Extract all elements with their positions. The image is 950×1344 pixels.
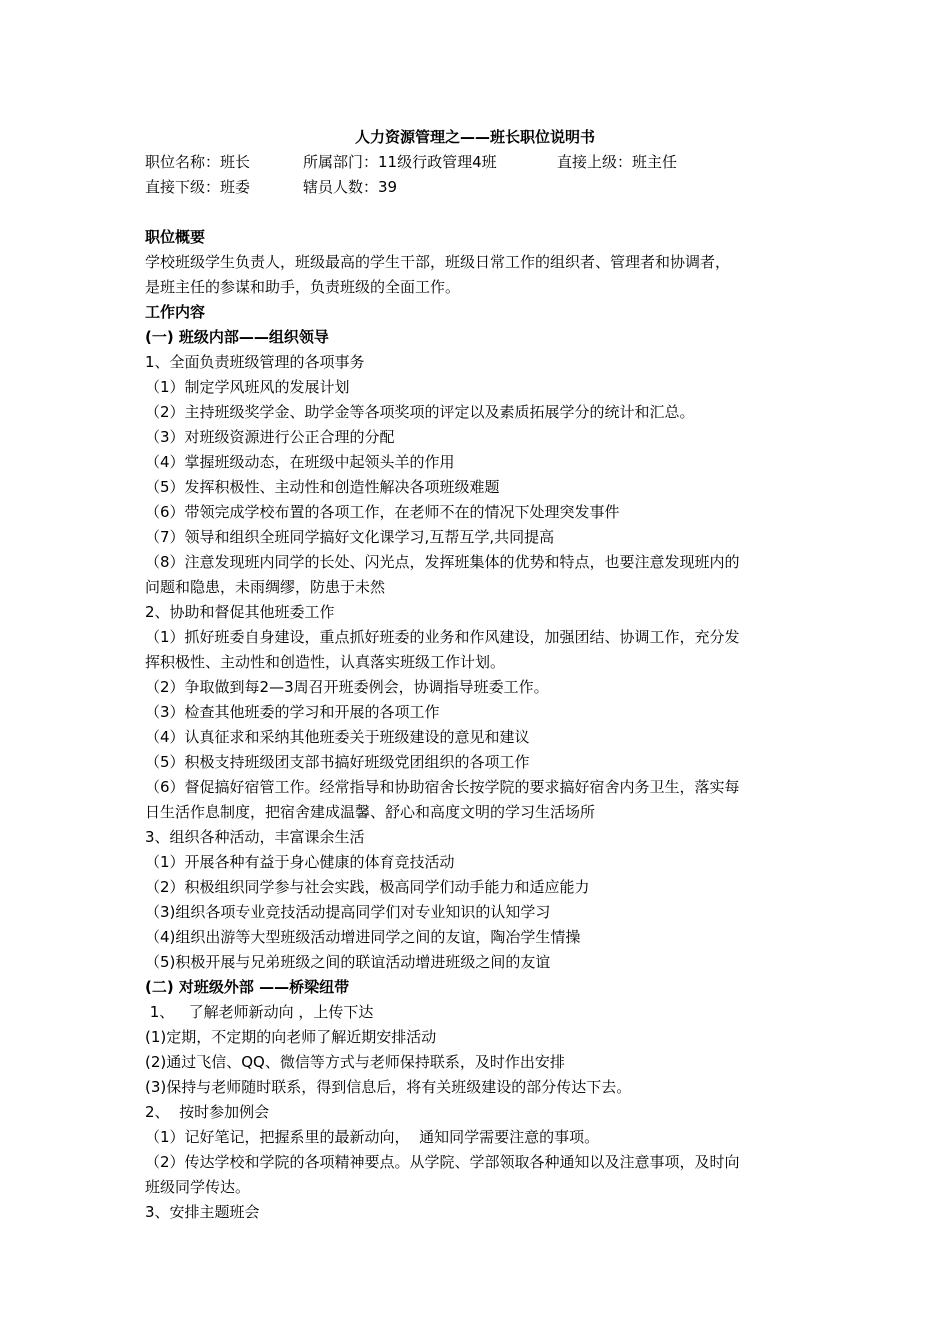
list-item: （2）争取做到每2—3周召开班委例会，协调指导班委工作。 <box>145 678 549 696</box>
list-item: （2）主持班级奖学金、助学金等各项奖项的评定以及素质拓展学分的统计和汇总。 <box>145 403 695 421</box>
meta-row-1 <box>145 150 815 175</box>
list-item: （1）记好笔记，把握系里的最新动向， 通知同学需要注意的事项。 <box>145 1128 600 1146</box>
document-title: 人力资源管理之——班长职位说明书 <box>354 128 595 146</box>
department: 所属部门：11级行政管理4班 <box>303 153 497 171</box>
list-item: （2）积极组织同学参与社会实践，极高同学们动手能力和适应能力 <box>145 878 590 896</box>
list-item: (1)定期，不定期的向老师了解近期安排活动 <box>145 1028 437 1046</box>
list-item: 班级同学传达。 <box>145 1178 251 1196</box>
list-item: （6）带领完成学校布置的各项工作，在老师不在的情况下处理突发事件 <box>145 503 620 521</box>
work-heading: 工作内容 <box>145 303 206 321</box>
list-item: (2)通过飞信、QQ、微信等方式与老师保持联系，及时作出安排 <box>145 1053 565 1071</box>
list-item: （3）对班级资源进行公正合理的分配 <box>145 428 395 446</box>
section-heading-internal: (一) 班级内部——组织领导 <box>145 328 329 346</box>
list-item: （1）制定学风班风的发展计划 <box>145 378 350 396</box>
item-heading: 2、 按时参加例会 <box>145 1103 270 1121</box>
headcount: 辖员人数：39 <box>303 178 398 196</box>
list-item: （8）注意发现班内同学的长处、闪光点，发挥班集体的优势和特点，也要注意发现班内的 <box>145 553 740 571</box>
item-heading: 1、 了解老师新动向 ，上传下达 <box>145 1003 374 1021</box>
list-item: 问题和隐患，未雨绸缪，防患于未然 <box>145 578 386 596</box>
list-item: 日生活作息制度，把宿舍建成温馨、舒心和高度文明的学习生活场所 <box>145 803 596 821</box>
overview-line: 是班主任的参谋和助手，负责班级的全面工作。 <box>145 278 461 296</box>
list-item: （4）掌握班级动态，在班级中起领头羊的作用 <box>145 453 455 471</box>
item-heading: 3、组织各种活动，丰富课余生活 <box>145 828 365 846</box>
list-item: （1）抓好班委自身建设，重点抓好班委的业务和作风建设，加强团结、协调工作，充分发 <box>145 628 740 646</box>
list-item: （6）督促搞好宿管工作。经常指导和协助宿舍长按学院的要求搞好宿舍内务卫生，落实每 <box>145 778 740 796</box>
direct-subordinate: 直接下级：班委 <box>145 178 251 196</box>
overview-heading: 职位概要 <box>145 228 206 246</box>
meta-row-2 <box>145 175 815 200</box>
list-item: （4)组织出游等大型班级活动增进同学之间的友谊，陶冶学生情操 <box>145 928 581 946</box>
item-heading: 2、协助和督促其他班委工作 <box>145 603 335 621</box>
list-item: （5）发挥积极性、主动性和创造性解决各项班级难题 <box>145 478 500 496</box>
list-item: （5）积极支持班级团支部书搞好班级党团组织的各项工作 <box>145 753 530 771</box>
item-heading: 3、安排主题班会 <box>145 1203 260 1221</box>
list-item: 挥积极性、主动性和创造性，认真落实班级工作计划。 <box>145 653 506 671</box>
direct-superior: 直接上级：班主任 <box>557 153 678 171</box>
list-item: (3)保持与老师随时联系，得到信息后，将有关班级建设的部分传达下去。 <box>145 1078 632 1096</box>
list-item: （1）开展各种有益于身心健康的体育竞技活动 <box>145 853 455 871</box>
overview-line: 学校班级学生负责人，班级最高的学生干部，班级日常工作的组织者、管理者和协调者， <box>145 253 731 271</box>
item-heading: 1、全面负责班级管理的各项事务 <box>145 353 365 371</box>
list-item: （3)组织各项专业竞技活动提高同学们对专业知识的认知学习 <box>145 903 551 921</box>
list-item: （3）检查其他班委的学习和开展的各项工作 <box>145 703 440 721</box>
section-heading-external: (二) 对班级外部 ——桥梁纽带 <box>145 978 350 996</box>
list-item: （4）认真征求和采纳其他班委关于班级建设的意见和建议 <box>145 728 530 746</box>
list-item: （5)积极开展与兄弟班级之间的联谊活动增进班级之间的友谊 <box>145 953 551 971</box>
position-name: 职位名称：班长 <box>145 153 251 171</box>
list-item: （2）传达学校和学院的各项精神要点。从学院、学部领取各种通知以及注意事项，及时向 <box>145 1153 740 1171</box>
list-item: （7）领导和组织全班同学搞好文化课学习,互帮互学,共同提高 <box>145 528 555 546</box>
